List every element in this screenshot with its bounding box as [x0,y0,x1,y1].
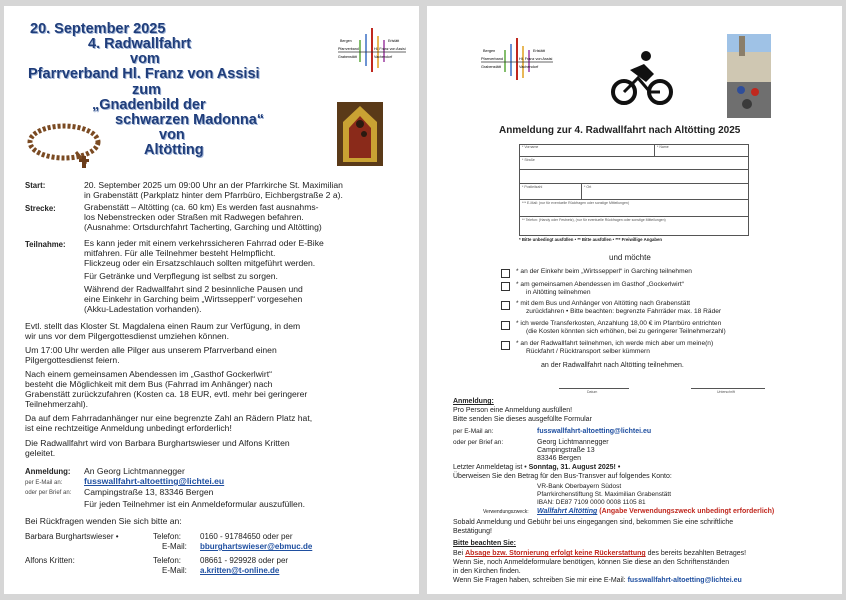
fragen-text: Wenn Sie Fragen haben, schreiben Sie mir eine E-Mail: fusswallfahrt-altoetting@lichtei.eu [453,577,742,584]
logo-label: Vachendorf [519,65,539,69]
logo-label: Erlstätt [533,49,545,53]
field-name[interactable]: * Name [657,145,669,149]
checkbox-selbst[interactable] [501,341,510,350]
beachten-head: Bitte beachten Sie: [453,540,517,547]
paragraph: Um 17:00 Uhr werden alle Pilger aus unserem Pfarrverband einen Pilgergottesdienst feiern. [25,345,277,365]
field-strasse[interactable]: * Straße [522,158,535,162]
checkbox-abendessen[interactable] [501,282,510,291]
teilnahme-label: Teilnahme: [25,240,66,249]
title-line: Pfarrverband Hl. Franz von Assisi [28,66,260,82]
logo-label: Vachendorf [374,55,393,59]
transfer-text: Überweisen Sie den Betrag für den Bus-Transver auf folgendes Konto: [453,473,672,480]
right-page [427,6,842,594]
anmeldung-note: Für jeden Teilnehmer ist ein Anmeldeformular auszufüllen. [84,499,306,509]
checkbox-einkehr[interactable] [501,269,510,278]
logo-label: Erlstätt [388,39,400,43]
zweck: Wallfahrt Altötting (Angabe Verwendungszweck unbedingt erforderlich) [537,508,775,515]
bicycle-icon [610,48,674,106]
title-line: Altötting [144,142,204,158]
brief-label: oder per Brief an: [25,490,72,496]
logo-label: Pfarrverband [338,47,359,51]
contact-mail-link[interactable]: bburghartswieser@ebmuc.de [200,542,313,551]
logo-label: Hl. Franz von Assisi [519,57,553,61]
start-label: Start: [25,181,46,190]
title-date: 20. September 2025 [30,21,166,37]
confirm-text: Sobald Anmeldung und Gebühr bei uns eingegangen sind, bekommen Sie eine schriftliche Bestätigung! [453,519,734,535]
sign-signature-label: Unterschrift [717,390,735,394]
anmeldung-head: Anmeldung: [453,398,494,405]
brief-address: Georg Lichtmannegger Campingstraße 13 83346 Bergen [537,439,609,462]
paragraph: Die Radwallfahrt wird von Barbara Burghartswieser und Alfons Kritten geleitet. [25,438,290,458]
contact-tel: 0160 - 91784650 oder per [200,532,293,541]
form-footnote: * Bitte unbedingt ausfüllen • ** Bitte ausfüllen • *** Freiwillige Angaben [519,237,662,242]
title-line: schwarzen Madonna“ [115,112,265,128]
title-line: „Gnadenbild der [92,97,206,113]
logo-label: Pfarrverband [481,57,503,61]
field-ort[interactable]: * Ort [584,185,592,189]
fragen-email-link[interactable]: fusswallfahrt-altoetting@lichtei.eu [627,577,742,584]
strecke-text: Grabenstätt – Altötting (ca. 60 km) Es werden fast ausnahms- los Nebenstrecken oder Straßen mit Radwegen befahren. (Ausnahme: Ortsdurchfahrt Tacherting, Garching und Altötting) [84,202,322,232]
beachten-lines: Wenn Sie, noch Anmeldeformulare benötigen, können Sie diese an den Schriftenständen in den Kirchen finden. [453,559,730,575]
pfarrverband-logo [477,36,557,82]
contact-tel-label: Telefon: [153,556,182,565]
und-moechte: und möchte [609,253,651,262]
title-line: von [159,127,185,143]
contact-tel: 08661 - 929928 oder per [200,556,289,565]
logo-label: Grabenstätt [481,65,501,69]
brief-label: oder per Brief an: [453,439,504,446]
contact-name: Barbara Burghartswieser • [25,532,119,541]
rueckfragen-text: Bei Rückfragen wenden Sie sich bitte an: [25,516,182,526]
paragraph: Da auf dem Fahrradanhänger nur eine begrenzte Zahl an Rädern Platz hat, ist eine rechtzeitige Anmeldung unbedingt erforderlich! [25,413,313,433]
madonna-image [337,102,383,166]
brief-address: Campingstraße 13, 83346 Bergen [84,487,214,497]
anmeldung-recipient: An Georg Lichtmannegger [84,466,185,476]
cyclists-photo [727,34,771,118]
email-link[interactable]: fusswallfahrt-altoetting@lichtei.eu [84,476,225,486]
registration-form [519,144,749,236]
logo-label: Bergen [340,39,352,43]
contact-name: Alfons Kritten: [25,556,75,565]
start-text: 20. September 2025 um 09:00 Uhr an der Pfarrkirche St. Maximilian in Grabenstätt (Parkplatz hinter dem Pfarrbüro, Eichbergstraße 2 a). [84,180,343,200]
rosary-image [24,118,110,170]
contact-mail-label: E-Mail: [162,566,187,575]
strecke-label: Strecke: [25,204,56,213]
email-label: per E-Mail an: [25,480,63,486]
option-transferkosten: * ich werde Transferkosten, Anzahlung 18,00 € im Pfarrbüro entrichten (die Kosten könnten sich erhöhen, bei zu geringerer Teilnehmerzahl) [516,320,726,335]
logo-label: Hl. Franz von Assisi [374,47,406,51]
checkbox-bus[interactable] [501,301,510,310]
checkbox-transferkosten[interactable] [501,321,510,330]
deadline: Letzter Anmeldetag ist • Sonntag, 31. August 2025! • [453,464,621,471]
paragraph: Nach einem gemeinsamen Abendessen im „Gasthof Gockerlwirt“ besteht die Möglichkeit mit dem Bus (Fahrrad im Anhänger) nach Grabenstätt zurückzufahren (Kosten ca. 18 EUR, evtl. mehr bei geringerer Teilnehmerzahl). [25,369,308,409]
teilnahme-text: Es kann jeder mit einem verkehrssicheren Fahrrad oder E-Bike mitfahren. Für alle Teilnehmer besteht Helmpflicht. Flickzeug oder ein Ersatzschlauch sollten mitgeführt werden. Für Getränke und Verpflegung ist selbst zu sorgen. Während der Radwallfahrt sind 2 besinnliche Pausen und eine Einkehr in Garching beim „Wirtssepperl“ vorgesehen (Akku-Ladestation vorhanden). [84,238,324,314]
zweck-label: Verwendungszweck: [483,509,529,515]
option-bus: * mit dem Bus und Anhänger von Altötting nach Grabenstätt zurückfahren • Bitte beachten: begrenzte Fahrräder max. 18 Räder [516,300,722,315]
field-email[interactable]: *** E-Mail: (nur für eventuelle Rückfragen oder sonstige Mitteilungen) [522,201,629,205]
contact-mail-label: E-Mail: [162,542,187,551]
email-label: per E-Mail an: [453,428,494,435]
field-vorname[interactable]: * Vorname [522,145,539,149]
title-line: vom [130,51,160,67]
title-line: 4. Radwallfahrt [88,36,192,52]
option-einkehr: * an der Einkehr beim „Wirtssepperl“ in Garching teilnehmen [516,268,692,275]
only-line: an der Radwallfahrt nach Altötting teilnehmen. [541,362,684,369]
pfarrverband-logo [334,26,410,74]
field-plz[interactable]: * Postleitzahl [522,185,543,189]
anmeldung-lines: Pro Person eine Anmeldung ausfüllen! Bitte senden Sie dieses ausgefüllte Formular [453,407,592,423]
contact-tel-label: Telefon: [153,532,182,541]
anmeldung-label: Anmeldung: [25,467,71,476]
form-title: Anmeldung zur 4. Radwallfahrt nach Altötting 2025 [499,125,741,136]
contact-mail-link[interactable]: a.kritten@t-online.de [200,566,280,575]
logo-label: Grabenstätt [338,55,357,59]
bank-details: VR-Bank Oberbayern Südost Pfarrkirchenstiftung St. Maximilian Grabenstätt IBAN: DE87 7109 0000 0008 1105 81 [537,483,672,506]
left-page [4,6,419,594]
sign-date-label: Datum [587,390,598,394]
option-selbst: * an der Radwallfahrt teilnehmen, ich werde mich aber um meine(n) Rückfahrt / Rücktransport selber kümmern [516,340,714,355]
beachten-text: Bei Absage bzw. Stornierung erfolgt keine Rückerstattung des bereits bezahlten Betrages! [453,550,747,557]
option-abendessen: * am gemeinsamen Abendessen im Gasthof „Gockerlwirt“ in Altötting teilnehmen [516,281,684,296]
field-telefon[interactable]: ** Telefon: (Handy oder Festnetz), (nur für eventuelle Rückfragen oder sonstige Mitteilungen) [522,218,666,222]
paragraph: Evtl. stellt das Kloster St. Magdalena einen Raum zur Verfügung, in dem wir uns vor dem Pilgergottesdienst umziehen können. [25,321,301,341]
title-line: zum [132,82,161,98]
logo-label: Bergen [483,49,496,53]
email-link[interactable]: fusswallfahrt-altoetting@lichtei.eu [537,428,652,435]
